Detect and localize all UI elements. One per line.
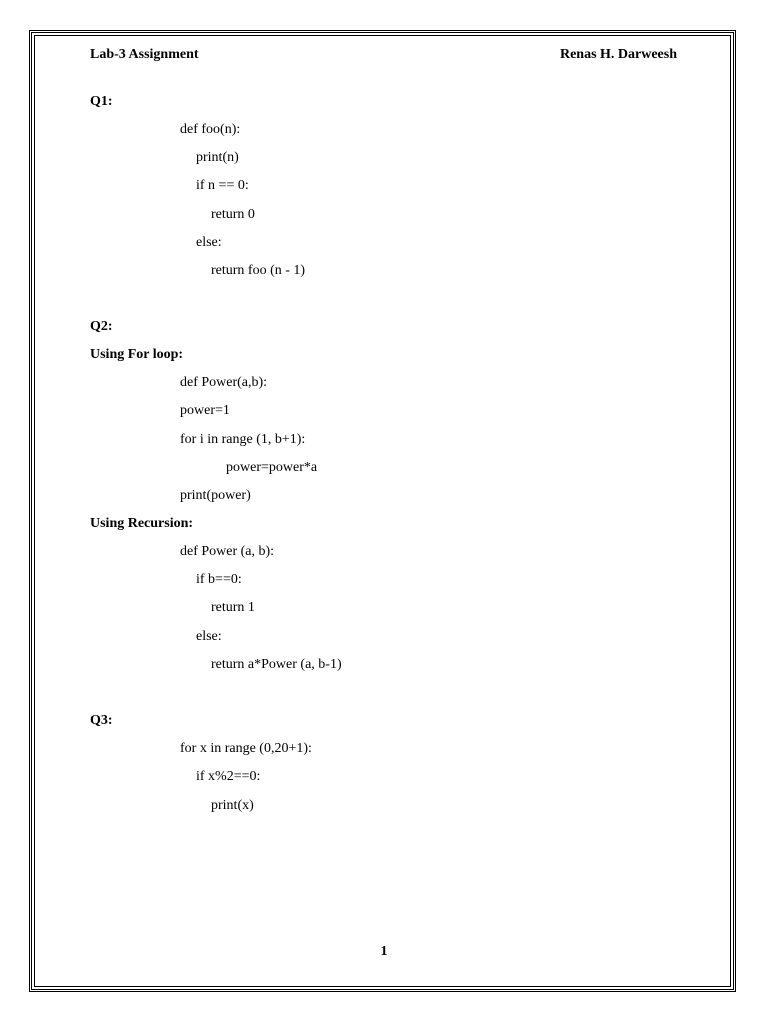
q3-code-line: if x%2==0: [196, 769, 261, 784]
q2-for-heading: Using For loop: [90, 347, 184, 362]
q2-rec-code-line: return 1 [211, 600, 255, 615]
q3-code-line: for x in range (0,20+1): [180, 741, 312, 756]
header-title: Lab-3 Assignment [90, 47, 199, 62]
q2-for-code-line: power=power*a [226, 460, 318, 475]
q1-heading: Q1: [90, 94, 113, 109]
q2-for-code-line: power=1 [180, 403, 230, 418]
q2-rec-code-line: return a*Power (a, b-1) [211, 657, 342, 672]
q2-for-code-line: for i in range (1, b+1): [180, 432, 306, 447]
q1-code-line: if n == 0: [196, 178, 249, 193]
page-border-inner [34, 35, 731, 987]
q3-code-line: print(x) [211, 798, 254, 813]
header-author: Renas H. Darweesh [559, 47, 677, 62]
q1-code-line: else: [196, 235, 222, 250]
q3-heading: Q3: [90, 713, 113, 728]
q2-for-code-line: print(power) [180, 488, 251, 503]
q1-code-line: print(n) [196, 150, 239, 165]
q1-code-line: def foo(n): [180, 122, 241, 137]
page-number: 1 [380, 944, 388, 959]
q1-code-line: return foo (n - 1) [211, 263, 306, 278]
q2-for-code-line: def Power(a,b): [180, 375, 268, 390]
q2-rec-code-line: def Power (a, b): [180, 544, 275, 559]
q2-heading: Q2: [90, 319, 113, 334]
q2-rec-code-line: if b==0: [196, 572, 242, 587]
q2-rec-heading: Using Recursion: [90, 516, 194, 531]
q1-code-line: return 0 [211, 207, 255, 222]
q2-rec-code-line: else: [196, 629, 222, 644]
